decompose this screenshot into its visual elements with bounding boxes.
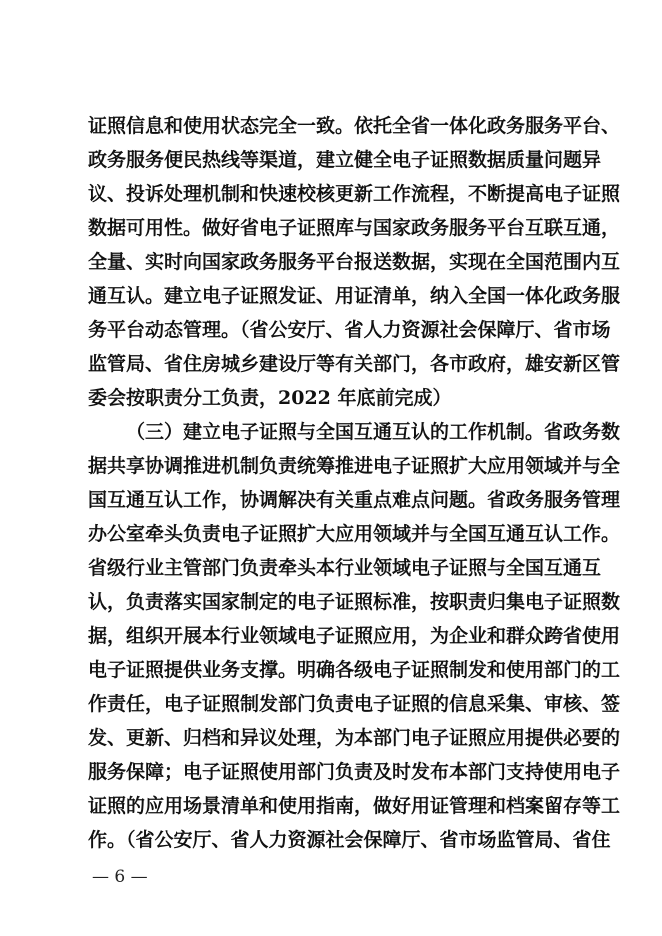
body-text-line: 务平台动态管理。（省公安厅、省人力资源社会保障厅、省市场 <box>88 319 611 341</box>
body-text-line: 议、投诉处理机制和快速校核更新工作流程，不断提高电子证照 <box>88 183 621 205</box>
body-text-line: 证照的应用场景清单和使用指南，做好用证管理和档案留存等工 <box>88 795 621 817</box>
body-text-line: 监管局、省住房城乡建设厅等有关部门，各市政府，雄安新区管 <box>88 353 621 375</box>
body-text-line: 国互通互认工作，协调解决有关重点难点问题。省政务服务管理 <box>88 489 621 511</box>
body-text-line: 据，组织开展本行业领域电子证照应用，为企业和群众跨省使用 <box>88 625 621 647</box>
body-text-line: 作责任，电子证照制发部门负责电子证照的信息采集、审核、签 <box>88 693 621 715</box>
body-text-line: 证照信息和使用状态完全一致。依托全省一体化政务服务平台、 <box>88 115 621 137</box>
body-text-line: 电子证照提供业务支撑。明确各级电子证照制发和使用部门的工 <box>88 659 621 681</box>
body-text-line: 发、更新、归档和异议处理，为本部门电子证照应用提供必要的 <box>88 727 621 749</box>
body-text-line: 委会按职责分工负责，2022 年底前完成） <box>88 387 452 409</box>
page-number: — 6 — <box>92 867 148 887</box>
body-text-line: 数据可用性。做好省电子证照库与国家政务服务平台互联互通， <box>88 217 621 239</box>
body-text-line: 办公室牵头负责电子证照扩大应用领域并与全国互通互认工作。 <box>88 523 621 545</box>
body-text-line: 通互认。建立电子证照发证、用证清单，纳入全国一体化政务服 <box>88 285 621 307</box>
body-text-line: 据共享协调推进机制负责统筹推进电子证照扩大应用领域并与全 <box>88 455 621 477</box>
body-text-line: 作。（省公安厅、省人力资源社会保障厅、省市场监管局、省住 <box>88 829 611 851</box>
body-text-line: 全量、实时向国家政务服务平台报送数据，实现在全国范围内互 <box>88 251 621 273</box>
body-text-line: 认，负责落实国家制定的电子证照标准，按职责归集电子证照数 <box>88 591 621 613</box>
body-text-line: 服务保障；电子证照使用部门负责及时发布本部门支持使用电子 <box>88 761 621 783</box>
body-text-line: 政务服务便民热线等渠道，建立健全电子证照数据质量问题异 <box>88 149 602 171</box>
body-text-line: 省级行业主管部门负责牵头本行业领域电子证照与全国互通互 <box>88 557 602 579</box>
section-heading-line: （三）建立电子证照与全国互通互认的工作机制。省政务数 <box>126 421 621 443</box>
